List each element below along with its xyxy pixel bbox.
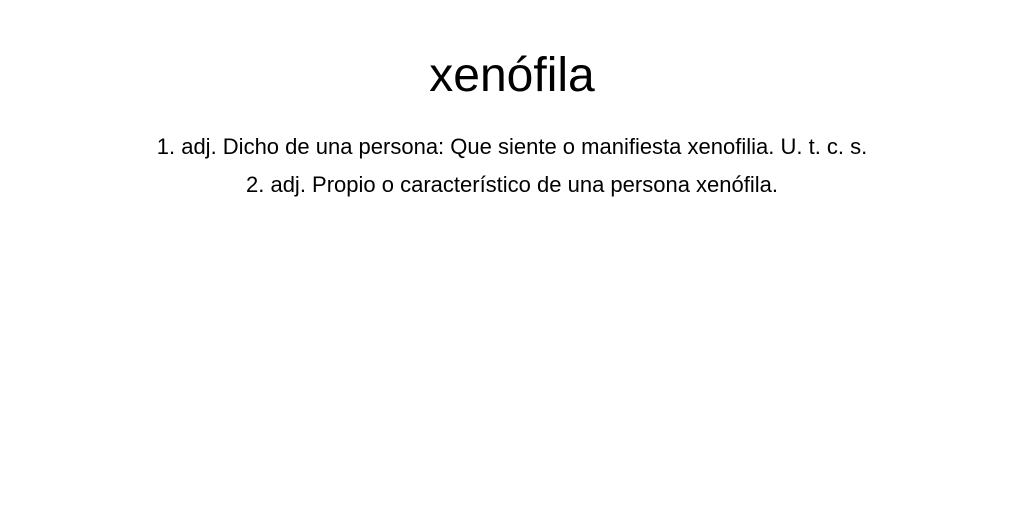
definition-list [0,128,1024,204]
definition-2: 2. adj. Propio o característico de una persona xenófila. [246,172,778,197]
definition-1: 1. adj. Dicho de una persona: Que siente o manifiesta xenofilia. U. t. c. s. [156,134,868,159]
headword: xenófila [429,49,595,102]
